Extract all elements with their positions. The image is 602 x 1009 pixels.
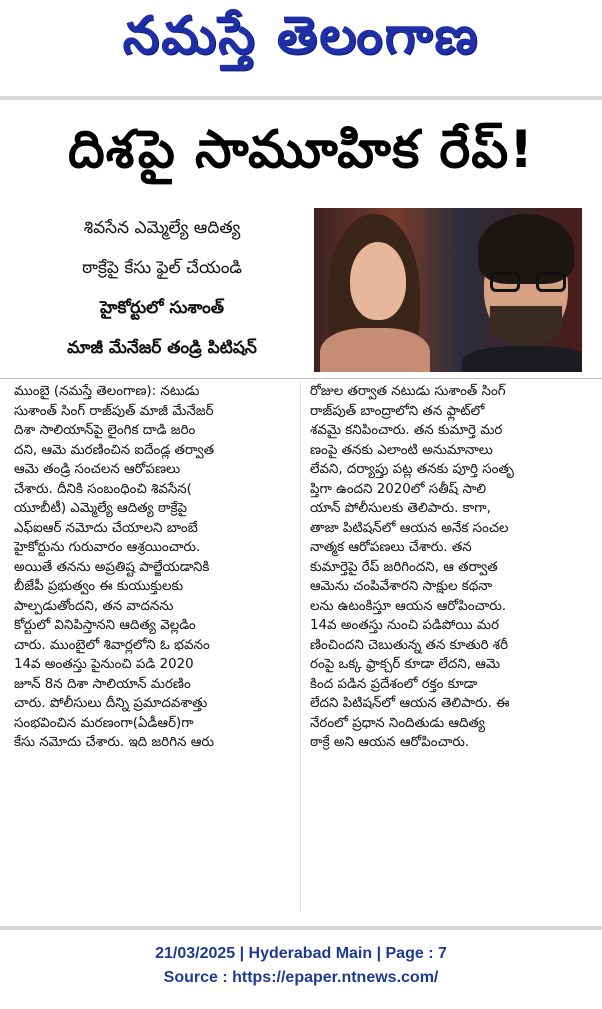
article-line: లను ఉటంకిస్తూ ఆయన ఆరోపించారు. [310,598,507,614]
bottom-divider [0,926,602,930]
article-line: ణంపై తనకు ఎలాంటి అనుమానాలు [310,442,493,458]
section-divider [0,378,602,379]
article-line: కింద పడిన ప్రదేశంలో రక్తం కూడా [310,676,478,692]
masthead-title: నమస్తే తెలంగాణ [122,6,480,66]
article-line: జూన్ 8న దిశా సాలియాన్ మరణిం [14,676,191,692]
article-line: యూబీటీ) ఎమ్మెల్యే ఆదిత్య ఠాక్రేపై [14,501,188,516]
article-line: కోర్టులో వినిపిస్తానని ఆదిత్య వెల్లడిం [14,618,196,633]
article-line: ఎఫ్ఐఆర్ నమోదు చేయాలని బాంబే [14,520,198,536]
footer-source-link[interactable]: Source : https://epaper.ntnews.com/ [163,969,439,986]
article-line: లేవని, దర్యాప్తు పట్ల తనకు పూర్తి సంతృ [310,462,514,477]
article-line: రాజ్‌పుత్ బాంద్రాలోని తన ఫ్లాట్‌లో [310,403,485,419]
column-separator [300,382,301,912]
subheads [22,208,302,368]
article-line: పాల్పడుతోందని, తన వాదనను [14,598,174,614]
article-line: ఆమెను చంపివేశారని సాక్షుల కథనా [310,579,493,594]
article-line: శవమై కనిపించారు. తన కుమార్తె మర [310,423,503,438]
article-line: చేశారు. దీనికి సంబంధించి శివసేన( [14,481,192,497]
article-line: హైకోర్టును గురువారం ఆశ్రయించారు. [14,540,201,555]
article-line: చారు. ముంబైలో శివార్లలోని ఓ భవనం [14,637,210,653]
article-line: యాన్ పోలీసులకు తెలిపారు. కాగా, [310,501,491,516]
photo-woman-body [320,328,430,372]
masthead [0,0,602,92]
article-line: ణించిందని చెబుతున్న తన కూతురి శరీ [310,637,509,653]
article-line: కేసు నమోదు చేశారు. ఇది జరిగిన ఆరు [14,735,214,750]
subhead-line: హైకోర్టులో సుశాంత్ [100,298,224,318]
subhead-line: మాజీ మేనేజర్ తండ్రి పిటిషన్ [67,338,257,358]
article-line: ప్తిగా ఉందని 2020లో సతీష్ సాలి [310,481,487,497]
photo-woman-face [350,242,406,320]
article-line: నాత్మక ఆరోపణలు చేశారు. తన [310,540,472,555]
article-line: 14వ అంతస్తు నుంచి పడిపోయి మర [310,618,500,633]
footer [0,942,602,990]
subhead-line: ఠాక్రేపై కేసు ఫైల్ చేయండి [81,258,243,278]
article-line: చారు. పోలీసులు దీన్ని ప్రమాదవశాత్తు [14,696,208,711]
article-line: 14వ అంతస్తు పైనుంచి పడి 2020 [14,657,194,672]
news-photo [314,208,582,372]
article-column-right [310,382,588,753]
glasses-icon [490,272,566,294]
article-line: సుశాంత్ సింగ్ రాజ్‌పుత్ మాజీ మేనేజర్ [14,403,214,419]
photo-man-body [462,346,582,372]
article-line: దని, ఆమె మరణించిన ఐదేండ్ల తర్వాత [14,442,215,458]
article-line: లేదని పిటిషన్‌లో ఆయన తెలిపారు. ఈ [310,696,510,711]
article-line: బీజేపీ ప్రభుత్వం ఈ కుయుక్తులకు [14,579,184,594]
article-line: ఠాక్రే అని ఆయన ఆరోపించారు. [310,735,470,750]
article-line: సంభవించిన మరణంగా(ఏడీఆర్)గా [14,715,194,731]
footer-meta: 21/03/2025 | Hyderabad Main | Page : 7 [155,945,447,962]
article-line: అయితే తనను అప్రతిష్ట పాల్జేయడానికి [14,559,210,575]
article-line: రంపై ఒక్క ఫ్రాక్చర్ కూడా లేదని, ఆమె [310,657,501,672]
subhead-line: శివసేన ఎమ్మెల్యే ఆదిత్య [83,218,241,238]
article-column-left [14,382,296,753]
headline: దిశపై సామూహిక రేప్! [68,120,534,180]
article-line: ముంబై (నమస్తే తెలంగాణ): నటుడు [14,384,200,399]
article-line: తాజా పిటిషన్‌లో ఆయన అనేక సంచల [310,520,509,536]
article-line: రోజుల తర్వాత నటుడు సుశాంత్ సింగ్ [310,384,506,399]
photo-man-beard [490,306,562,346]
article-line: దిశా సాలియాన్‌పై లైంగిక దాడి జరిం [14,423,196,438]
article-line: నేరంలో ప్రధాన నిందితుడు ఆదిత్య [310,715,485,731]
top-divider [0,96,602,100]
article-line: కుమార్తెపై రేప్ జరిగిందని, ఆ తర్వాత [310,559,498,575]
article-line: ఆమె తండ్రి సంచలన ఆరోపణలు [14,462,181,477]
